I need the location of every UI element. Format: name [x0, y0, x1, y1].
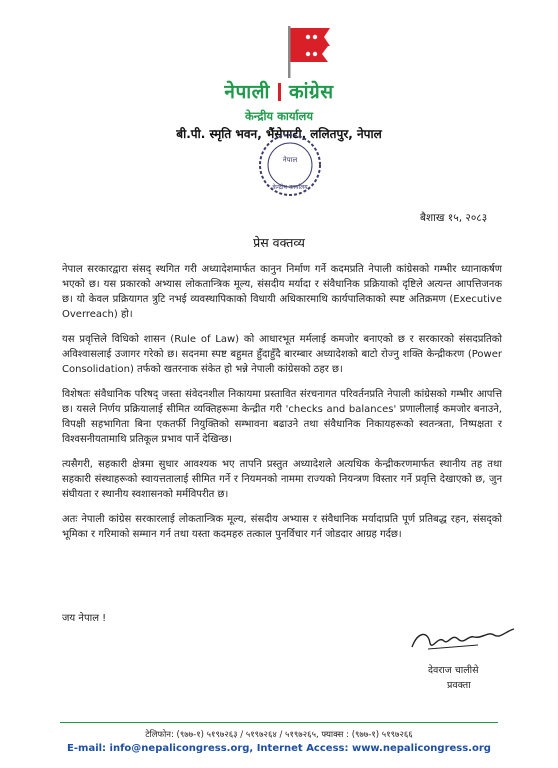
signer-name: देवराज चालीसे [428, 665, 479, 676]
footer-phone-fax: टेलिफोन: (९७७-१) ५१९७२६३ / ५१९७२६४ / ५१९७२६५, फ्याक्स : (९७७-१) ५१९७२६६ [145, 730, 413, 740]
closing-salutation: जय नेपाल ! [62, 613, 107, 624]
footer-email-website: E-mail: info@nepalicongress.org, Internet Access: www.nepalicongress.org [67, 743, 491, 754]
party-name [0, 78, 558, 104]
office-seal-stamp [257, 132, 323, 198]
office-address: बी.पी. स्मृति भवन, भैंसेपाटी, ललितपुर, नेपाल [176, 127, 382, 141]
paragraph: विशेषतः संवैधानिक परिषद् जस्ता संवेदनशील निकायमा प्रस्तावित संरचनागत परिवर्तनप्रति नेपाली कांग्रेसको गम्भीर आपत्ति छ। यसले निर्णय प्रक्रियालाई सीमित व्यक्तिहरूमा केन्द्रीत गरी 'checks and balances' प्रणालीलाई कमजोर बनाउने, विपक्षी सहभागिता बिना एकतर्फी नियुक्तिको सम्भावना बढाउने तथा संवैधानिक निकायहरूको स्वतन्त्रता, निष्पक्षता र विश्वसनीयतामाथि प्रतिकूल प्रभाव पार्ने देखिन्छ। [62, 389, 502, 445]
office-label: केन्द्रीय कार्यालय [244, 109, 314, 123]
signer-role: प्रवक्ता [447, 680, 471, 691]
svg-text:केन्द्रीय कार्यालय: केन्द्रीय कार्यालय [272, 184, 308, 191]
paragraph: नेपाल सरकारद्वारा संसद् स्थगित गरी अध्यादेशमार्फत कानुन निर्माण गर्ने कदमप्रति नेपाली कांग्रेसको गम्भीर ध्यानाकर्षण भएको छ। यस प्रकारको अभ्यास लोकतान्त्रिक मूल्य, संसदीय मर्यादा र संवैधानिक प्रक्रियाको दृष्टिले अत्यन्त आपत्तिजनक छ। यो केवल प्रक्रियागत त्रुटि नभई व्यवस्थापिकाको विधायी अधिकारमाथि कार्यपालिकाको स्पष्ट अतिक्रमण (Executive Overreach) हो। [62, 264, 502, 320]
party-name-left: नेपाली [224, 81, 270, 103]
statement-body [62, 262, 502, 552]
party-flag-logo [284, 24, 334, 80]
handwritten-signature [408, 625, 518, 657]
document-title: प्रेस वक्तव्य [253, 235, 305, 250]
document-date: बैशाख १५, २०८३ [420, 212, 488, 224]
party-name-right: कांग्रेस [288, 81, 334, 103]
party-name-divider [278, 83, 281, 101]
paragraph: अतः नेपाली कांग्रेस सरकारलाई लोकतान्त्रिक मूल्य, संसदीय अभ्यास र संवैधानिक मर्यादाप्रति पूर्ण प्रतिबद्ध रहन, संसद्को भूमिका र गरिमाको सम्मान गर्न तथा यस्ता कदमहरु तत्काल पुनर्विचार गर्न जोडदार आग्रह गर्दछ। [62, 514, 502, 540]
paragraph: यस प्रवृत्तिले विधिको शासन (Rule of Law) को आधारभूत मर्मलाई कमजोर बनाएको छ र सरकारको संसदप्रतिको अविश्वासलाई उजागर गरेको छ। सदनमा स्पष्ट बहुमत हुँदाहुँदै बारम्बार अध्यादेशको बाटो रोज्नु शक्ति केन्द्रीकरण (Power Consolidation) तर्फको खतरनाक संकेत हो भन्ने नेपाली कांग्रेसको ठहर छ। [62, 334, 502, 375]
paragraph: त्यसैगरी, सहकारी क्षेत्रमा सुधार आवश्यक भए तापनि प्रस्तुत अध्यादेशले अत्यधिक केन्द्रीकरणमार्फत स्थानीय तह तथा सहकारी संस्थाहरूको स्वायत्ततालाई सीमित गर्ने र नियमनको नाममा राज्यको नियन्त्रण विस्तार गर्ने प्रवृत्ति देखाएको छ, जुन संघीयता र स्थानीय स्वशासनको मर्मविपरीत छ। [62, 459, 502, 500]
svg-text:नेपाल: नेपाल [282, 156, 298, 164]
footer-divider [60, 722, 498, 723]
